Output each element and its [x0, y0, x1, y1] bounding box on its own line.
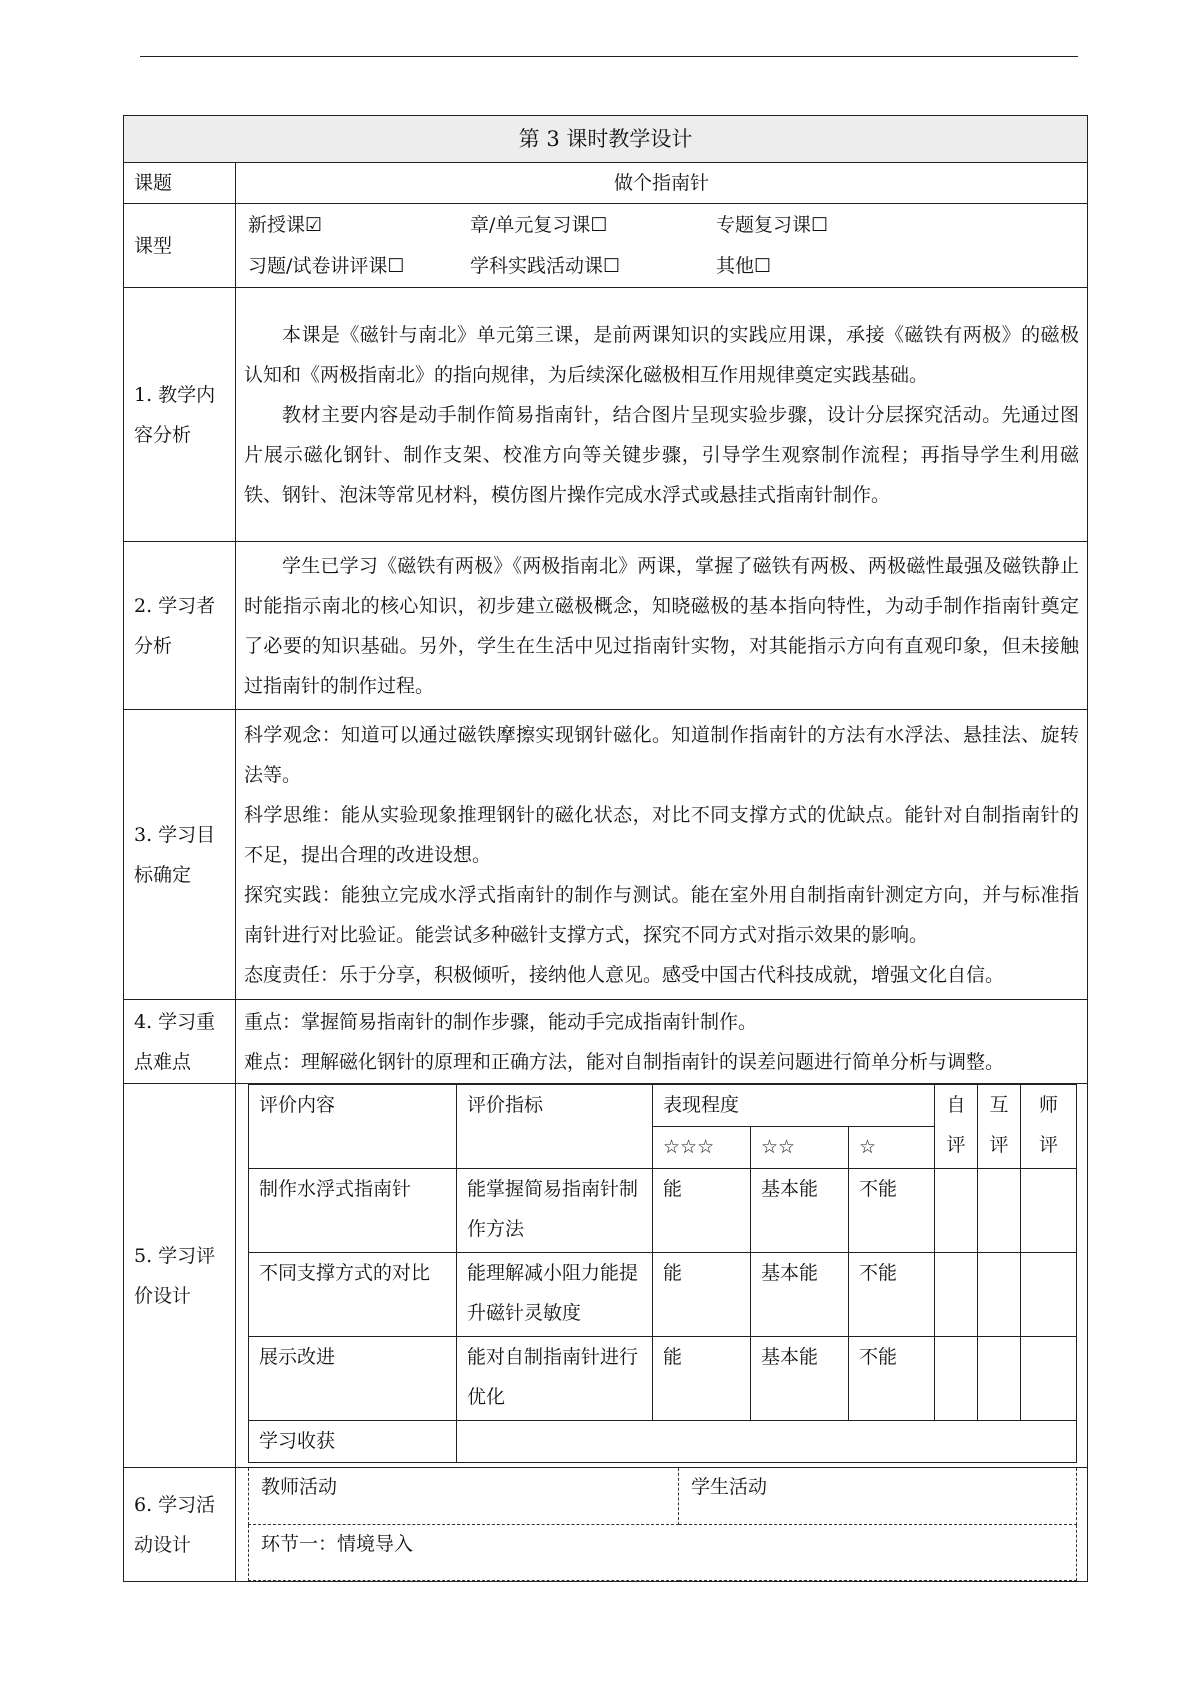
eval-harvest-label: 学习收获 — [249, 1421, 457, 1463]
activity-label: 6. 学习活动设计 — [124, 1468, 236, 1582]
eval-peer-cell[interactable] — [978, 1253, 1021, 1337]
learning-goals-label: 3. 学习目标确定 — [124, 710, 236, 1000]
eval-level-2: 基本能 — [751, 1253, 849, 1337]
key-point: 重点：掌握简易指南针的制作步骤，能动手完成指南针制作。 — [244, 1010, 758, 1033]
type-label: 课型 — [124, 204, 236, 288]
eval-level-2: 基本能 — [751, 1169, 849, 1253]
eval-teacher-cell[interactable] — [1021, 1169, 1077, 1253]
eval-header-content: 评价内容 — [249, 1085, 457, 1169]
document-title: 第 3 课时教学设计 — [124, 116, 1088, 163]
type-option-other: 其他☐ — [716, 254, 772, 277]
eval-row — [249, 1253, 1077, 1337]
learner-analysis-body — [236, 542, 1088, 710]
type-option-practice: 学科实践活动课☐ — [470, 254, 621, 277]
eval-level-3: 能 — [653, 1253, 751, 1337]
type-option-topic-review: 专题复习课☐ — [716, 213, 829, 236]
lesson-design-table — [123, 115, 1088, 1582]
eval-level-1: 不能 — [849, 1169, 935, 1253]
content-analysis-label: 1. 教学内容分析 — [124, 288, 236, 542]
eval-header-teacher: 师评 — [1021, 1085, 1077, 1169]
evaluation-table — [248, 1084, 1077, 1463]
type-option-exercise: 习题/试卷讲评课☐ — [248, 254, 405, 277]
header-rule — [140, 56, 1078, 57]
eval-level-1: 不能 — [849, 1253, 935, 1337]
goal-practice: 探究实践：能独立完成水浮式指南针的制作与测试。能在室外用自制指南针测定方向，并与标准指南针进行对比验证。能尝试多种磁针支撑方式，探究不同方式对指示效果的影响。 — [244, 883, 1079, 946]
type-option-new: 新授课☑ — [248, 213, 323, 236]
type-options — [236, 204, 1088, 288]
eval-teacher-cell[interactable] — [1021, 1253, 1077, 1337]
stage-one-heading: 环节一：情境导入 — [249, 1524, 1077, 1580]
eval-peer-cell[interactable] — [978, 1337, 1021, 1421]
teacher-activity-header: 教师活动 — [249, 1468, 679, 1524]
eval-row — [249, 1337, 1077, 1421]
evaluation-body — [236, 1084, 1088, 1468]
learning-goals-body — [236, 710, 1088, 1000]
content-analysis-body — [236, 288, 1088, 542]
learner-analysis-paragraph: 学生已学习《磁铁有两极》《两极指南北》两课，掌握了磁铁有两极、两极磁性最强及磁铁静止时能指示南北的核心知识，初步建立磁极概念，知晓磁极的基本指向特性，为动手制作指南针奠定了必要的知识基础。另外，学生在生活中见过指南针实物，对其能指示方向有直观印象，但未接触过指南针的制作过程。 — [244, 554, 1079, 697]
learner-analysis-label: 2. 学习者分析 — [124, 542, 236, 710]
key-points-body — [236, 1000, 1088, 1084]
eval-header-peer: 互评 — [978, 1085, 1021, 1169]
eval-self-cell[interactable] — [935, 1169, 978, 1253]
eval-content: 不同支撑方式的对比 — [249, 1253, 457, 1337]
type-option-unit-review: 章/单元复习课☐ — [470, 213, 608, 236]
difficult-point: 难点：理解磁化钢针的原理和正确方法，能对自制指南针的误差问题进行简单分析与调整。 — [244, 1050, 1005, 1073]
eval-level-3: 能 — [653, 1169, 751, 1253]
topic-label: 课题 — [124, 163, 236, 204]
goal-thinking: 科学思维：能从实验现象推理钢针的磁化状态，对比不同支撑方式的优缺点。能针对自制指南针的不足，提出合理的改进设想。 — [244, 803, 1079, 866]
eval-level-3: 能 — [653, 1337, 751, 1421]
eval-indicator: 能理解减小阻力能提升磁针灵敏度 — [457, 1253, 653, 1337]
evaluation-label: 5. 学习评价设计 — [124, 1084, 236, 1468]
eval-header-level: 表现程度 — [653, 1085, 935, 1127]
eval-content: 展示改进 — [249, 1337, 457, 1421]
eval-header-self: 自评 — [935, 1085, 978, 1169]
eval-content: 制作水浮式指南针 — [249, 1169, 457, 1253]
eval-indicator: 能掌握简易指南针制作方法 — [457, 1169, 653, 1253]
activity-table — [248, 1468, 1077, 1581]
eval-header-indicator: 评价指标 — [457, 1085, 653, 1169]
eval-header-stars-3: ☆☆☆ — [653, 1127, 751, 1169]
goal-concept: 科学观念：知道可以通过磁铁摩擦实现钢针磁化。知道制作指南针的方法有水浮法、悬挂法、旋转法等。 — [244, 723, 1079, 786]
eval-self-cell[interactable] — [935, 1253, 978, 1337]
eval-teacher-cell[interactable] — [1021, 1337, 1077, 1421]
eval-indicator: 能对自制指南针进行优化 — [457, 1337, 653, 1421]
eval-header-stars-2: ☆☆ — [751, 1127, 849, 1169]
content-analysis-paragraph: 教材主要内容是动手制作简易指南针，结合图片呈现实验步骤，设计分层探究活动。先通过图片展示磁化钢针、制作支架、校准方向等关键步骤，引导学生观察制作流程；再指导学生利用磁铁、钢针、泡沫等常见材料，模仿图片操作完成水浮式或悬挂式指南针制作。 — [244, 403, 1079, 506]
goal-attitude: 态度责任：乐于分享，积极倾听，接纳他人意见。感受中国古代科技成就，增强文化自信。 — [244, 963, 1005, 986]
key-points-label: 4. 学习重点难点 — [124, 1000, 236, 1084]
eval-row — [249, 1169, 1077, 1253]
eval-level-2: 基本能 — [751, 1337, 849, 1421]
student-activity-header: 学生活动 — [679, 1468, 1077, 1524]
activity-body — [236, 1468, 1088, 1582]
eval-header-stars-1: ☆ — [849, 1127, 935, 1169]
eval-self-cell[interactable] — [935, 1337, 978, 1421]
eval-level-1: 不能 — [849, 1337, 935, 1421]
eval-harvest-field[interactable] — [457, 1421, 1077, 1463]
topic-value: 做个指南针 — [236, 163, 1088, 204]
content-analysis-paragraph: 本课是《磁针与南北》单元第三课，是前两课知识的实践应用课，承接《磁铁有两极》的磁极认知和《两极指南北》的指向规律，为后续深化磁极相互作用规律奠定实践基础。 — [244, 323, 1079, 386]
eval-peer-cell[interactable] — [978, 1169, 1021, 1253]
